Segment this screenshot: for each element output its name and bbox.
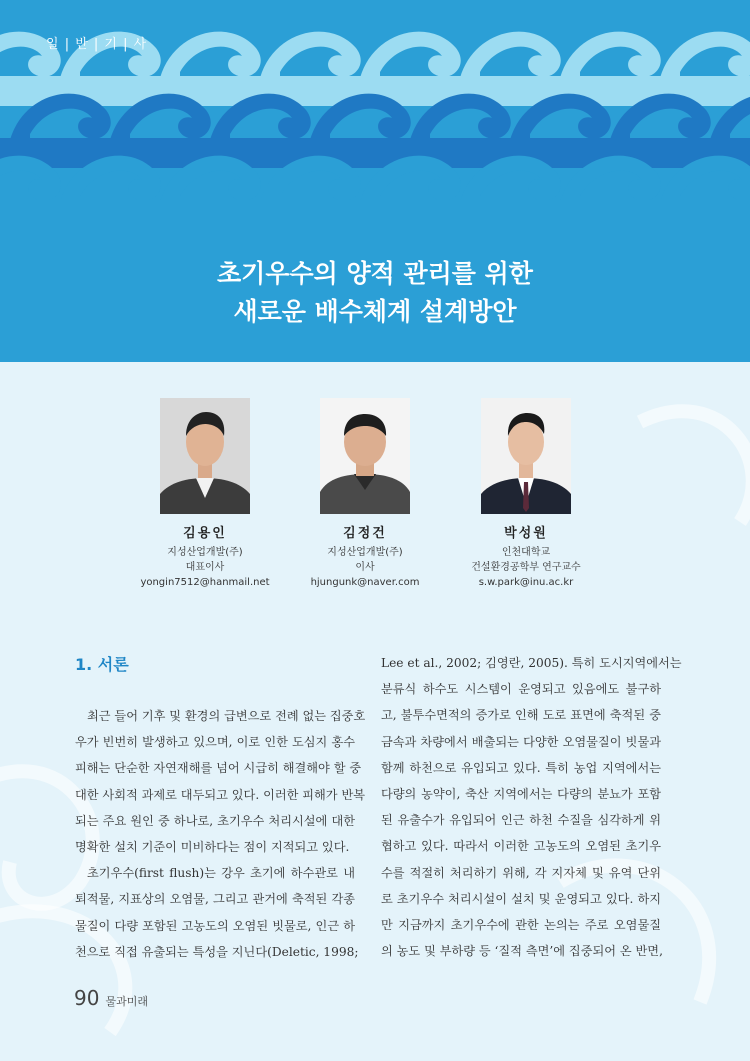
author-affiliation: 지성산업개발(주) (167, 547, 243, 558)
body-line: 명확한 설치 기준이 미비하다는 점이 지적되고 있다. (75, 840, 350, 855)
body-line: 로 초기우수 처리시설이 설치 및 운영되고 있다. 하지 (381, 891, 661, 906)
body-line: 함께 하천으로 유입되고 있다. 특히 농업 지역에서는 (381, 760, 661, 775)
body-line: 협하고 있다. 따라서 이러한 고농도의 오염된 초기우 (381, 839, 661, 854)
header-banner (0, 0, 750, 362)
page-footer (74, 986, 148, 1010)
page-number: 90 (74, 986, 100, 1010)
body-line: 피해는 단순한 자연재해를 넘어 시급히 해결해야 할 중 (75, 761, 362, 776)
author-email[interactable]: s.w.park@inu.ac.kr (478, 577, 574, 588)
body-line: 수를 적절히 처리하기 위해, 각 지자체 및 유역 단위 (381, 865, 661, 880)
body-line: 금속과 차량에서 배출되는 다양한 오염물질이 빗물과 (381, 734, 661, 749)
section-heading: 1. 서론 (75, 655, 129, 674)
body-line: 천으로 직접 유출되는 특성을 지닌다(Deletic, 1998; (75, 944, 359, 959)
author-affiliation: 인천대학교 (501, 547, 551, 558)
title-line-1: 초기우수의 양적 관리를 위한 (217, 259, 533, 288)
author-photo (481, 398, 571, 514)
body-line: 대한 사회적 과제로 대두되고 있다. 이러한 피해가 반복 (75, 787, 366, 802)
body-line: 우가 빈번히 발생하고 있으며, 이로 인한 도심지 홍수 (75, 735, 355, 750)
author-email[interactable]: hjungunk@naver.com (310, 577, 420, 588)
body-line: 고, 불투수면적의 증가로 인해 도로 표면에 축적된 중 (381, 708, 661, 723)
author-position: 건설환경공학부 연구교수 (471, 562, 581, 573)
author-name: 박성원 (504, 526, 548, 541)
body-line: 최근 들어 기후 및 환경의 급변으로 전례 없는 집중호 (87, 709, 366, 723)
body-line: 된 유출수가 유입되어 인근 하천 수질을 심각하게 위 (381, 813, 661, 828)
author-position: 이사 (355, 562, 375, 573)
body-line: 분류식 하수도 시스템이 운영되고 있음에도 불구하 (381, 682, 661, 697)
body-column-right (381, 650, 682, 964)
author-photo (160, 398, 250, 514)
body-line: 퇴적물, 지표상의 오염물, 그리고 관거에 축적된 각종 (75, 892, 355, 907)
author-name: 김정건 (343, 526, 387, 541)
author-email[interactable]: yongin7512@hanmail.net (140, 577, 270, 588)
body-line: 되는 주요 원인 중 하나로, 초기우수 처리시설에 대한 (75, 813, 355, 828)
body-line: 다량의 농약이, 축산 지역에서는 다량의 분뇨가 포함 (381, 787, 661, 802)
author-photo (320, 398, 410, 514)
body-column-left (75, 703, 366, 965)
author-affiliation: 지성산업개발(주) (327, 547, 403, 558)
body-line: 초기우수(first flush)는 강우 초기에 하수관로 내 (87, 866, 355, 881)
article-category: 일 | 반 | 기 | 사 (46, 37, 148, 52)
magazine-name: 물과미래 (105, 995, 148, 1008)
author-name: 김용인 (183, 526, 227, 541)
body-line: Lee et al., 2002; 김영란, 2005). 특히 도시지역에서는 (381, 656, 682, 670)
body-line: 물질이 다량 포함된 고농도의 오염된 빗물로, 인근 하 (75, 918, 355, 933)
title-line-2: 새로운 배수체계 설계방안 (233, 297, 517, 326)
body-line: 의 농도 및 부하량 등 ‘질적 측면’에 집중되어 온 반면, (381, 944, 663, 959)
article-title (0, 255, 750, 331)
author-card (426, 398, 626, 590)
body-line: 만 지금까지 초기우수에 관한 논의는 주로 오염물질 (381, 918, 661, 933)
author-position: 대표이사 (185, 562, 225, 573)
